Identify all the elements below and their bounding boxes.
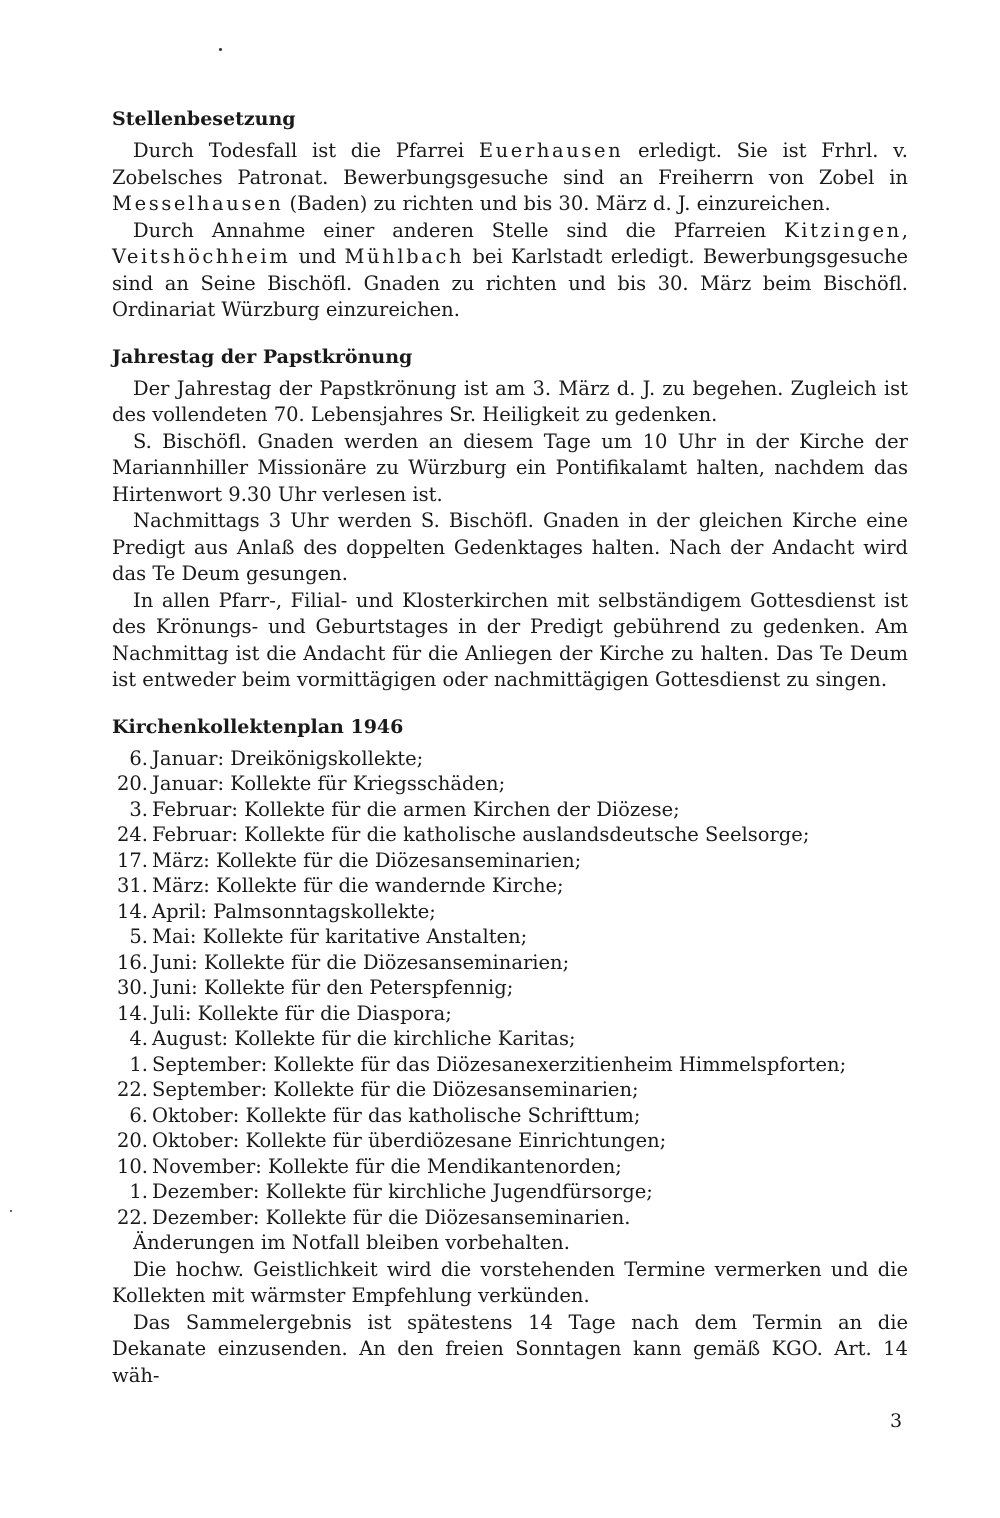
list-item xyxy=(112,1001,908,1027)
item-number: 20. xyxy=(116,772,148,795)
text-run: , xyxy=(901,218,908,242)
print-speck xyxy=(219,48,222,51)
text-run: und xyxy=(290,245,345,268)
item-text: Februar: Kollekte für die armen Kirchen der Diözese; xyxy=(152,797,680,821)
item-number: 14. xyxy=(116,1001,148,1025)
page-number: 3 xyxy=(890,1410,903,1432)
list-item xyxy=(112,1205,908,1231)
item-number: 22. xyxy=(116,1078,148,1101)
text-run: bei Karlstadt erledigt. Bewerbungsgesuche sind an Seine Bischöfl. Gnaden zu richten und bis 30. März beim Bischöfl. Ordinariat Würzburg einzureichen. xyxy=(112,245,909,321)
item-number: 20. xyxy=(116,1129,148,1152)
item-number: 22. xyxy=(116,1205,148,1229)
place-name: Kitzingen xyxy=(784,218,902,242)
item-text: Juni: Kollekte für den Peterspfennig; xyxy=(152,976,514,999)
section-heading: Jahrestag der Papstkrönung xyxy=(112,345,413,368)
item-text: Juli: Kollekte für die Diaspora; xyxy=(152,1001,452,1025)
list-item xyxy=(112,1052,908,1078)
list-item xyxy=(112,1179,908,1205)
list-item xyxy=(112,771,908,797)
print-speck xyxy=(10,1210,12,1212)
item-number: 6. xyxy=(129,746,148,770)
item-text: Dezember: Kollekte für kirchliche Jugendfürsorge; xyxy=(152,1180,653,1203)
item-number: 1. xyxy=(129,1052,148,1076)
list-item xyxy=(112,822,908,848)
paragraph: Das Sammelergebnis ist spätestens 14 Tage nach dem Termin an die Dekanate einzusenden. An den freien Sonntagen kann gemäß KGO. Art. 14 wäh- xyxy=(112,1310,908,1387)
text-run: (Baden) zu richten und bis 30. März d. J. einzureichen. xyxy=(283,192,831,215)
list-item xyxy=(112,1077,908,1103)
item-text: August: Kollekte für die kirchliche Karitas; xyxy=(152,1027,576,1050)
document-page xyxy=(112,106,908,1409)
list-item xyxy=(112,950,908,976)
section-heading: Stellenbesetzung xyxy=(112,108,296,130)
paragraph: Nachmittags 3 Uhr werden S. Bischöfl. Gnaden in der gleichen Kirche eine Predigt aus Anlaß des doppelten Gedenktages halten. Nach der Andacht wird das Te Deum gesungen. xyxy=(112,509,908,585)
place-name: Euerhausen xyxy=(478,139,624,162)
place-name: Messelhausen xyxy=(112,192,284,215)
section-heading: Kirchenkollektenplan 1946 xyxy=(112,715,404,738)
list-item xyxy=(112,746,908,772)
list-item xyxy=(112,1154,908,1180)
item-number: 30. xyxy=(116,976,148,999)
item-number: 6. xyxy=(129,1103,148,1127)
paragraph: Der Jahrestag der Papstkrönung ist am 3. März d. J. zu begehen. Zugleich ist des vollendeten 70. Lebensjahres Sr. Heiligkeit zu gedenken. xyxy=(112,376,908,426)
text-run: Durch Todesfall ist die Pfarrei xyxy=(133,139,479,162)
item-text: April: Palmsonntagskollekte; xyxy=(152,899,436,923)
text-run: Durch Annahme einer anderen Stelle sind die Pfarreien xyxy=(133,218,785,242)
list-item xyxy=(112,873,908,899)
item-number: 10. xyxy=(116,1154,148,1178)
item-number: 31. xyxy=(116,874,148,897)
item-text: Oktober: Kollekte für überdiözesane Einrichtungen; xyxy=(152,1129,667,1152)
item-number: 4. xyxy=(129,1027,148,1050)
item-text: Dezember: Kollekte für die Diözesanseminarien. xyxy=(152,1205,631,1229)
paragraph: In allen Pfarr-, Filial- und Klosterkirchen mit selbständigem Gottesdienst ist des Krönungs- und Geburtstages in der Predigt gebührend zu gedenken. Am Nachmittag ist die Andacht für die Anliegen der Kirche zu halten. Das Te Deum ist entweder beim vormittägigen oder nachmittägigen Gottesdienst zu singen. xyxy=(112,588,908,691)
section-kollektenplan xyxy=(112,714,908,1390)
item-number: 1. xyxy=(129,1180,148,1203)
collection-schedule-list xyxy=(112,746,908,1231)
item-number: 3. xyxy=(129,797,148,821)
item-text: März: Kollekte für die Diözesanseminarien; xyxy=(152,848,582,872)
item-number: 16. xyxy=(116,950,148,974)
item-text: Januar: Dreikönigskollekte; xyxy=(152,746,424,770)
paragraph xyxy=(112,218,908,324)
paragraph: S. Bischöfl. Gnaden werden an diesem Tage um 10 Uhr in der Kirche der Mariannhiller Missionäre zu Würzburg ein Pontifikalamt halten, nachdem das Hirtenwort 9.30 Uhr verlesen ist. xyxy=(112,429,908,506)
list-item xyxy=(112,975,908,1001)
paragraph: Die hochw. Geistlichkeit wird die vorstehenden Termine vermerken und die Kollekten mit wärmster Empfehlung verkünden. xyxy=(112,1257,908,1307)
item-text: Juni: Kollekte für die Diözesanseminarien; xyxy=(152,950,570,974)
list-item xyxy=(112,1128,908,1154)
list-item xyxy=(112,924,908,950)
list-item xyxy=(112,797,908,823)
item-number: 14. xyxy=(116,899,148,923)
paragraph xyxy=(112,138,908,218)
item-text: Oktober: Kollekte für das katholische Schrifttum; xyxy=(152,1103,641,1127)
item-text: September: Kollekte für das Diözesanexerzitienheim Himmelspforten; xyxy=(152,1052,847,1076)
text-run: erledigt. Sie ist Frhrl. v. Zobelsches Patronat. Bewerbungsgesuche sind an Freiherrn von Zobel in xyxy=(112,139,908,189)
place-name: Mühlbach xyxy=(344,245,465,268)
item-number: 5. xyxy=(129,925,148,948)
paragraph: Änderungen im Notfall bleiben vorbehalten. xyxy=(133,1231,570,1254)
place-name: Veitshöchheim xyxy=(112,245,291,268)
section-papstkroenung xyxy=(112,344,908,694)
item-text: November: Kollekte für die Mendikantenorden; xyxy=(152,1154,622,1178)
item-number: 24. xyxy=(116,823,148,846)
item-text: Februar: Kollekte für die katholische auslandsdeutsche Seelsorge; xyxy=(152,823,810,846)
item-text: März: Kollekte für die wandernde Kirche; xyxy=(152,874,564,897)
list-item xyxy=(112,848,908,874)
list-item xyxy=(112,899,908,925)
list-item xyxy=(112,1103,908,1129)
item-text: September: Kollekte für die Diözesanseminarien; xyxy=(152,1078,639,1101)
item-text: Mai: Kollekte für karitative Anstalten; xyxy=(152,925,528,948)
section-stellenbesetzung xyxy=(112,106,908,324)
item-number: 17. xyxy=(116,848,148,872)
item-text: Januar: Kollekte für Kriegsschäden; xyxy=(152,772,506,795)
list-item xyxy=(112,1026,908,1052)
